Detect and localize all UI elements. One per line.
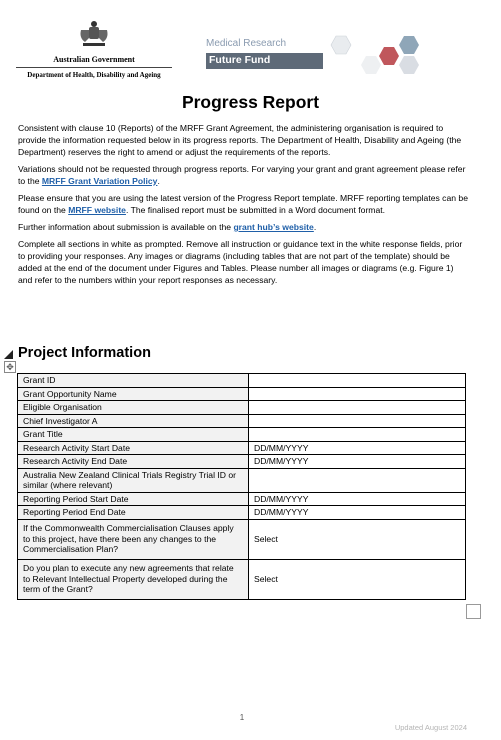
response-field[interactable] bbox=[249, 468, 466, 492]
collapse-triangle-icon[interactable] bbox=[4, 350, 13, 359]
row-label: If the Commonwealth Commercialisation Clauses apply to this project, have there been any changes to the Commercialisation Plan? bbox=[18, 519, 249, 559]
response-field[interactable] bbox=[249, 374, 466, 388]
table-row bbox=[18, 441, 466, 455]
table-row bbox=[18, 387, 466, 401]
hexagon-pattern-icon bbox=[316, 34, 446, 78]
paragraph: Complete all sections in white as prompted. Remove all instruction or guidance text in the white response fields, prior to providing your responses. Any images or diagrams (including tables that are not part of the template) should be added at the end of the document under Figures and Tables. Please number all images or diagrams (e.g. Figure 1) and refer to the numbers within your report responses as necessary. bbox=[18, 239, 463, 285]
response-field[interactable] bbox=[249, 401, 466, 415]
table-row bbox=[18, 374, 466, 388]
mrff-logo-top: Medical Research bbox=[206, 38, 287, 49]
text: Further information about submission is available on the bbox=[18, 222, 234, 232]
paragraph: Consistent with clause 10 (Reports) of the MRFF Grant Agreement, the administering organisation is required to provide the information requested below in its progress reports. The Department of Health, Disability and Ageing (the Department) reserves the right to amend or adjust the requirements of the reports. bbox=[18, 123, 462, 157]
response-field[interactable] bbox=[249, 387, 466, 401]
table-row bbox=[18, 492, 466, 506]
text: . bbox=[157, 176, 160, 186]
footer-updated: Updated August 2024 bbox=[394, 723, 467, 732]
text: . The finalised report must be submitted in a Word document format. bbox=[125, 205, 386, 215]
response-field[interactable] bbox=[249, 414, 466, 428]
table-row bbox=[18, 428, 466, 442]
response-field[interactable]: Select bbox=[249, 519, 466, 559]
divider bbox=[16, 67, 172, 68]
grant-hub-website-link[interactable]: grant hub’s website bbox=[233, 222, 314, 232]
grant-variation-policy-link[interactable]: MRFF Grant Variation Policy bbox=[41, 176, 158, 186]
response-field[interactable]: Select bbox=[249, 559, 466, 599]
row-label: Research Activity Start Date bbox=[18, 441, 249, 455]
table-row bbox=[18, 468, 466, 492]
table-row bbox=[18, 401, 466, 415]
table-row bbox=[18, 519, 466, 559]
instructions bbox=[18, 122, 468, 291]
mrff-website-link[interactable]: MRFF website bbox=[68, 205, 126, 215]
paragraph bbox=[18, 221, 468, 233]
response-field[interactable]: DD/MM/YYYY bbox=[249, 455, 466, 469]
row-label: Research Activity End Date bbox=[18, 455, 249, 469]
page-title: Progress Report bbox=[181, 92, 320, 112]
coat-of-arms-icon bbox=[77, 18, 111, 48]
row-label: Grant ID bbox=[18, 374, 249, 388]
document-header bbox=[0, 0, 501, 90]
gov-name: Australian Government bbox=[53, 55, 135, 64]
table-row bbox=[18, 455, 466, 469]
row-label: Grant Title bbox=[18, 428, 249, 442]
row-label: Chief Investigator A bbox=[18, 414, 249, 428]
paragraph bbox=[18, 192, 468, 216]
table-row bbox=[18, 414, 466, 428]
table-resize-handle-icon[interactable] bbox=[466, 604, 481, 619]
mrff-logo-bottom: Future Fund bbox=[209, 54, 271, 66]
text: . bbox=[313, 222, 317, 232]
text: Variations should not be requested through progress reports. For varying your grant and grant agreement please refer to the bbox=[18, 164, 466, 186]
row-label: Eligible Organisation bbox=[18, 401, 249, 415]
response-field[interactable]: DD/MM/YYYY bbox=[249, 506, 466, 520]
table-row bbox=[18, 559, 466, 599]
row-label: Reporting Period Start Date bbox=[18, 492, 249, 506]
row-label: Do you plan to execute any new agreements that relate to Relevant Intellectual Property developed during the term of the Grant? bbox=[18, 559, 249, 599]
table-move-handle-icon[interactable]: ✥ bbox=[4, 361, 16, 373]
row-label: Grant Opportunity Name bbox=[18, 387, 249, 401]
section-heading: Project Information bbox=[18, 345, 151, 361]
mrff-logo bbox=[206, 34, 456, 78]
response-field[interactable]: DD/MM/YYYY bbox=[249, 441, 466, 455]
row-label: Australia New Zealand Clinical Trials Registry Trial ID or similar (where relevant) bbox=[18, 468, 249, 492]
paragraph bbox=[18, 163, 468, 187]
table-row bbox=[18, 506, 466, 520]
project-information-table bbox=[17, 373, 466, 600]
text: Please ensure that you are using the latest version of the Progress Report template. MRFF reporting templates can be found on the bbox=[18, 193, 468, 215]
response-field[interactable] bbox=[249, 428, 466, 442]
response-field[interactable]: DD/MM/YYYY bbox=[249, 492, 466, 506]
page-number: 1 bbox=[239, 713, 245, 722]
government-logo bbox=[16, 18, 172, 79]
gov-dept: Department of Health, Disability and Ageing bbox=[27, 71, 161, 79]
row-label: Reporting Period End Date bbox=[18, 506, 249, 520]
